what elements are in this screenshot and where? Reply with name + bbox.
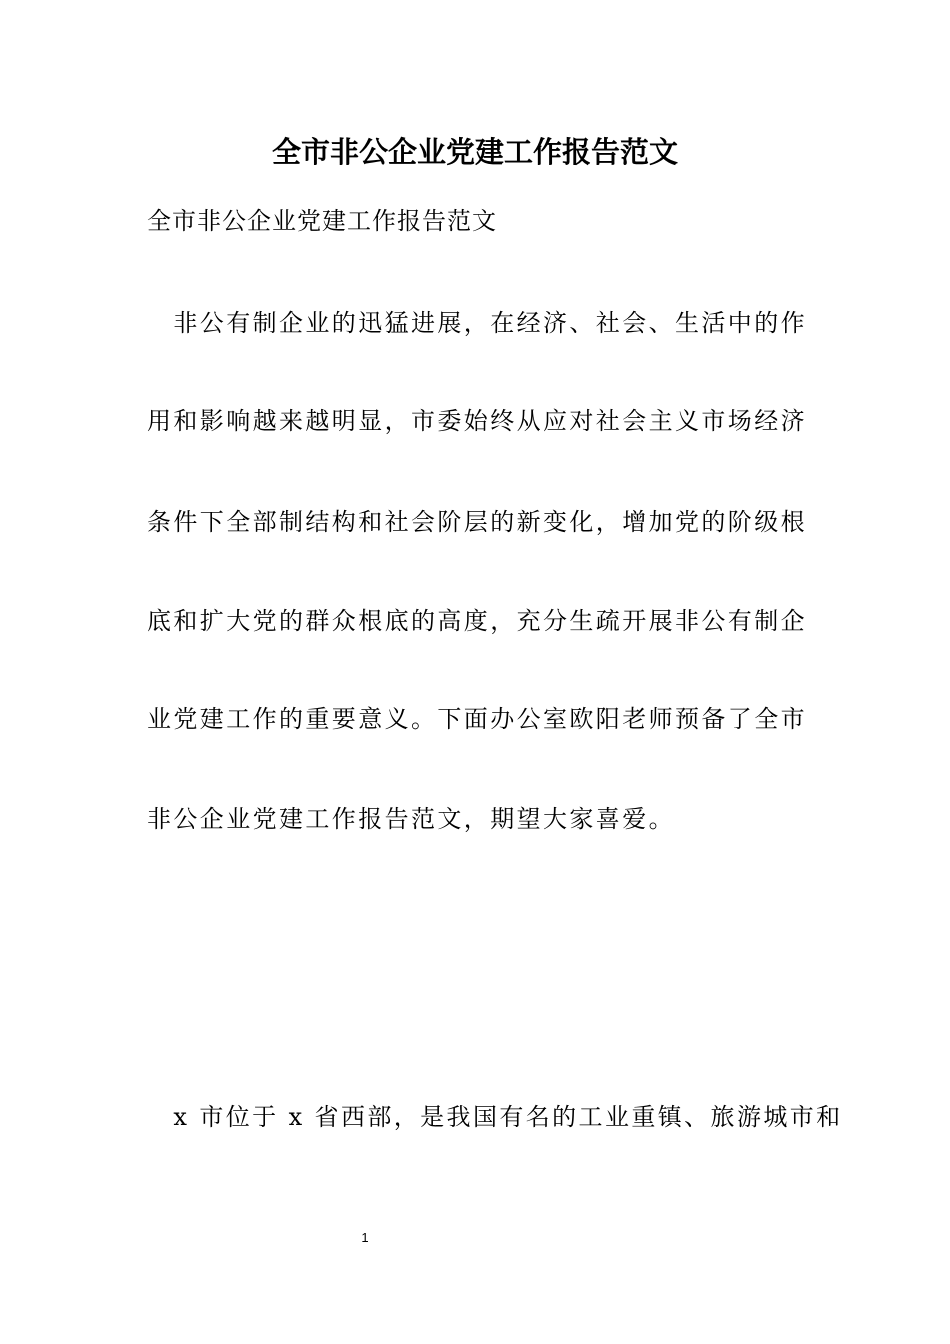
page-number: 1 bbox=[361, 1230, 369, 1245]
paragraph-line: 条件下全部制结构和社会阶层的新变化，增加党的阶级根 bbox=[147, 508, 807, 536]
document-subtitle: 全市非公企业党建工作报告范文 bbox=[147, 207, 497, 235]
paragraph-line: x 市位于 x 省西部，是我国有名的工业重镇、旅游城市和 bbox=[147, 1103, 843, 1131]
paragraph-line: 非公有制企业的迅猛进展，在经济、社会、生活中的作 bbox=[147, 309, 807, 337]
paragraph-line: 用和影响越来越明显，市委始终从应对社会主义市场经济 bbox=[147, 407, 807, 435]
document-title: 全市非公企业党建工作报告范文 bbox=[271, 135, 678, 169]
paragraph-line: 底和扩大党的群众根底的高度，充分生疏开展非公有制企 bbox=[147, 607, 807, 635]
paragraph-line: 非公企业党建工作报告范文，期望大家喜爱。 bbox=[147, 805, 675, 833]
paragraph-line: 业党建工作的重要意义。下面办公室欧阳老师预备了全市 bbox=[147, 705, 807, 733]
